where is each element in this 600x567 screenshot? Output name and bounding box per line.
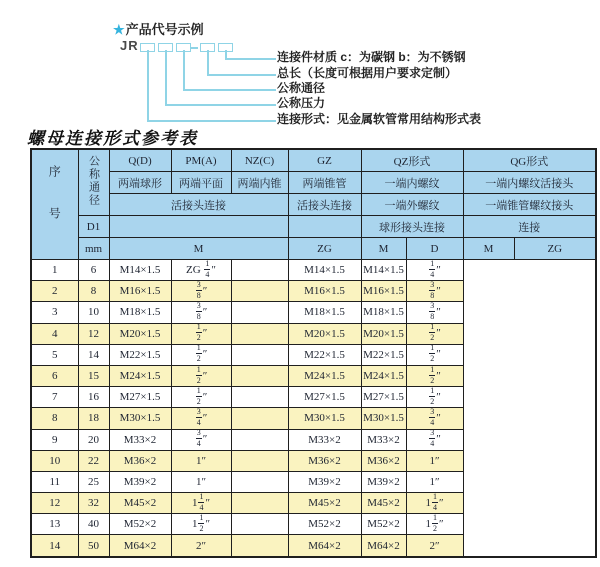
header-thread-qz-m: M [361, 238, 406, 260]
cell-no: 13 [31, 514, 78, 535]
cell-qg_zg: $\frac{3}{4}$ ″ [406, 429, 463, 450]
table-row [31, 365, 596, 386]
cell-m: M39×2 [109, 471, 171, 492]
cell-qz_m [231, 281, 288, 302]
header-ends-qd: 两端球形 [109, 172, 171, 194]
cell-no: 5 [31, 344, 78, 365]
connector-line [147, 50, 276, 122]
star-icon: ★ [113, 22, 125, 37]
table-row [31, 260, 596, 281]
cell-qz_m [231, 387, 288, 408]
cell-qg_zg: $\frac{1}{4}$ ″ [406, 260, 463, 281]
cell-mm: 10 [78, 302, 109, 323]
cell-zg: ZG $\frac{1}{4}$ ″ [171, 260, 231, 281]
cell-m: M20×1.5 [109, 323, 171, 344]
cell-zg: 1 $\frac{1}{4}$ ″ [171, 493, 231, 514]
table-row [31, 429, 596, 450]
cell-qg_m: M14×1.5 [361, 260, 406, 281]
header-conn2-qz: 球形接头连接 [361, 216, 463, 238]
header-col-qd: Q(D) [109, 149, 171, 172]
cell-m: M24×1.5 [109, 365, 171, 386]
cell-mm: 32 [78, 493, 109, 514]
table-row [31, 281, 596, 302]
cell-mm: 50 [78, 535, 109, 557]
cell-qz_d: M33×2 [288, 429, 361, 450]
header-row-4 [31, 216, 596, 238]
cell-m: M45×2 [109, 493, 171, 514]
cell-qg_m: M16×1.5 [361, 281, 406, 302]
cell-qz_m [231, 535, 288, 557]
cell-qg_m: M39×2 [361, 471, 406, 492]
header-conn-gz: 活接头连接 [288, 194, 361, 216]
cell-zg: $\frac{1}{2}$ ″ [171, 387, 231, 408]
cell-qg_m: M45×2 [361, 493, 406, 514]
cell-qz_m [231, 471, 288, 492]
cell-qz_m [231, 493, 288, 514]
header-ends-qg: 一端内螺纹活接头 [463, 172, 596, 194]
table-row [31, 514, 596, 535]
cell-zg: $\frac{3}{8}$ ″ [171, 302, 231, 323]
table-row [31, 471, 596, 492]
cell-mm: 16 [78, 387, 109, 408]
cell-no: 7 [31, 387, 78, 408]
table-row [31, 408, 596, 429]
cell-qz_m [231, 429, 288, 450]
cell-zg: $\frac{1}{2}$ ″ [171, 365, 231, 386]
cell-qz_d: M16×1.5 [288, 281, 361, 302]
cell-qg_zg: 1″ [406, 450, 463, 471]
cell-qg_zg: 2″ [406, 535, 463, 557]
cell-qg_zg: 1 $\frac{1}{4}$ ″ [406, 493, 463, 514]
header-empty [109, 216, 288, 238]
cell-qg_zg: $\frac{1}{2}$ ″ [406, 387, 463, 408]
cell-mm: 22 [78, 450, 109, 471]
cell-m: M33×2 [109, 429, 171, 450]
cell-qg_zg: 1 $\frac{1}{2}$ ″ [406, 514, 463, 535]
cell-qz_d: M27×1.5 [288, 387, 361, 408]
cell-qz_d: M14×1.5 [288, 260, 361, 281]
reference-table [30, 148, 597, 558]
cell-qg_zg: $\frac{1}{2}$ ″ [406, 365, 463, 386]
table-row [31, 344, 596, 365]
cell-no: 10 [31, 450, 78, 471]
cell-qz_d: M22×1.5 [288, 344, 361, 365]
cell-zg: 1″ [171, 450, 231, 471]
header-col-pma: PM(A) [171, 149, 231, 172]
cell-zg: $\frac{1}{2}$ ″ [171, 323, 231, 344]
cell-qg_m: M64×2 [361, 535, 406, 557]
cell-m: M30×1.5 [109, 408, 171, 429]
cell-mm: 18 [78, 408, 109, 429]
cell-qz_d: M45×2 [288, 493, 361, 514]
header-row-1 [31, 149, 596, 172]
code-prefix: JR [120, 38, 139, 53]
cell-zg: $\frac{3}{4}$ ″ [171, 429, 231, 450]
cell-no: 3 [31, 302, 78, 323]
cell-mm: 20 [78, 429, 109, 450]
header-row-2 [31, 172, 596, 194]
header-ends-qz: 一端内螺纹 [361, 172, 463, 194]
header-thread-qz-d: D [406, 238, 463, 260]
cell-qz_m [231, 450, 288, 471]
code-field-label: 连接形式：见金属软管常用结构形式表 [277, 112, 482, 126]
header-thread-m: M [109, 238, 288, 260]
cell-qg_m: M27×1.5 [361, 387, 406, 408]
cell-qz_d: M52×2 [288, 514, 361, 535]
cell-qg_zg: $\frac{1}{2}$ ″ [406, 323, 463, 344]
cell-m: M52×2 [109, 514, 171, 535]
cell-qg_m: M20×1.5 [361, 323, 406, 344]
cell-qz_d: M20×1.5 [288, 323, 361, 344]
cell-qg_m: M52×2 [361, 514, 406, 535]
header-row-3 [31, 194, 596, 216]
cell-m: M14×1.5 [109, 260, 171, 281]
cell-mm: 6 [78, 260, 109, 281]
header-thread-qg-zg: ZG [514, 238, 596, 260]
code-field-label: 连接件材质 c：为碳钢 b：为不锈钢 [277, 50, 466, 64]
header-conn-union: 活接头连接 [109, 194, 288, 216]
code-field-label: 总长（长度可根据用户要求定制） [277, 66, 458, 80]
header-row-5 [31, 238, 596, 260]
header-mm: mm [78, 238, 109, 260]
header-ends-gz: 两端锥管 [288, 172, 361, 194]
header-col-qz: QZ形式 [361, 149, 463, 172]
table-row [31, 387, 596, 408]
cell-no: 2 [31, 281, 78, 302]
cell-zg: 1″ [171, 471, 231, 492]
cell-no: 14 [31, 535, 78, 557]
header-conn-qg: 一端锥管螺纹接头 [463, 194, 596, 216]
cell-mm: 15 [78, 365, 109, 386]
header-col-qg: QG形式 [463, 149, 596, 172]
cell-no: 12 [31, 493, 78, 514]
cell-qg_m: M18×1.5 [361, 302, 406, 323]
table-row [31, 535, 596, 557]
table-row [31, 493, 596, 514]
cell-zg: $\frac{3}{8}$ ″ [171, 281, 231, 302]
header-col-nzc: NZ(C) [231, 149, 288, 172]
header-thread-qg-m: M [463, 238, 514, 260]
diagram-heading-text: 产品代号示例 [125, 22, 204, 37]
cell-no: 8 [31, 408, 78, 429]
header-ends-pma: 两端平面 [171, 172, 231, 194]
cell-qg_zg: 1″ [406, 471, 463, 492]
cell-qg_m: M24×1.5 [361, 365, 406, 386]
cell-qz_d: M24×1.5 [288, 365, 361, 386]
cell-mm: 40 [78, 514, 109, 535]
cell-qg_zg: $\frac{3}{8}$ ″ [406, 302, 463, 323]
header-ends-nzc: 两端内锥 [231, 172, 288, 194]
table-row [31, 450, 596, 471]
header-col-gz: GZ [288, 149, 361, 172]
diagram-heading [113, 19, 204, 38]
cell-qg_m: M33×2 [361, 429, 406, 450]
cell-qz_m [231, 365, 288, 386]
cell-qz_d: M39×2 [288, 471, 361, 492]
cell-qz_m [231, 344, 288, 365]
cell-zg: 1 $\frac{1}{2}$ ″ [171, 514, 231, 535]
cell-qg_m: M30×1.5 [361, 408, 406, 429]
table-body [31, 260, 596, 557]
cell-qg_m: M22×1.5 [361, 344, 406, 365]
cell-qz_m [231, 514, 288, 535]
cell-qz_d: M36×2 [288, 450, 361, 471]
cell-zg: 2″ [171, 535, 231, 557]
cell-zg: $\frac{1}{2}$ ″ [171, 344, 231, 365]
cell-no: 1 [31, 260, 78, 281]
cell-qg_zg: $\frac{3}{4}$ ″ [406, 408, 463, 429]
header-serial: 序号 [31, 149, 78, 260]
cell-mm: 14 [78, 344, 109, 365]
cell-zg: $\frac{3}{4}$ ″ [171, 408, 231, 429]
cell-mm: 12 [78, 323, 109, 344]
cell-qz_m [231, 323, 288, 344]
cell-no: 9 [31, 429, 78, 450]
cell-qg_zg: $\frac{3}{8}$ ″ [406, 281, 463, 302]
cell-m: M18×1.5 [109, 302, 171, 323]
header-empty [288, 216, 361, 238]
cell-no: 11 [31, 471, 78, 492]
header-conn-qz: 一端外螺纹 [361, 194, 463, 216]
header-thread-zg: ZG [288, 238, 361, 260]
cell-qz_d: M18×1.5 [288, 302, 361, 323]
cell-qg_zg: $\frac{1}{2}$ ″ [406, 344, 463, 365]
header-nominal-diameter: 公称通径 [78, 149, 109, 216]
cell-m: M22×1.5 [109, 344, 171, 365]
header-d1: D1 [78, 216, 109, 238]
table-row [31, 302, 596, 323]
code-dash [191, 47, 198, 49]
cell-no: 4 [31, 323, 78, 344]
cell-qz_d: M30×1.5 [288, 408, 361, 429]
cell-mm: 25 [78, 471, 109, 492]
header-conn2-qg: 连接 [463, 216, 596, 238]
cell-qz_d: M64×2 [288, 535, 361, 557]
cell-m: M36×2 [109, 450, 171, 471]
table-title: 螺母连接形式参考表 [27, 129, 198, 148]
cell-qz_m [231, 302, 288, 323]
cell-qg_m: M36×2 [361, 450, 406, 471]
cell-m: M27×1.5 [109, 387, 171, 408]
cell-m: M64×2 [109, 535, 171, 557]
cell-m: M16×1.5 [109, 281, 171, 302]
code-field-label: 公称通径 [277, 81, 326, 95]
table-row [31, 323, 596, 344]
cell-qz_m [231, 408, 288, 429]
code-field-label: 公称压力 [277, 96, 326, 110]
cell-mm: 8 [78, 281, 109, 302]
cell-qz_m [231, 260, 288, 281]
cell-no: 6 [31, 365, 78, 386]
